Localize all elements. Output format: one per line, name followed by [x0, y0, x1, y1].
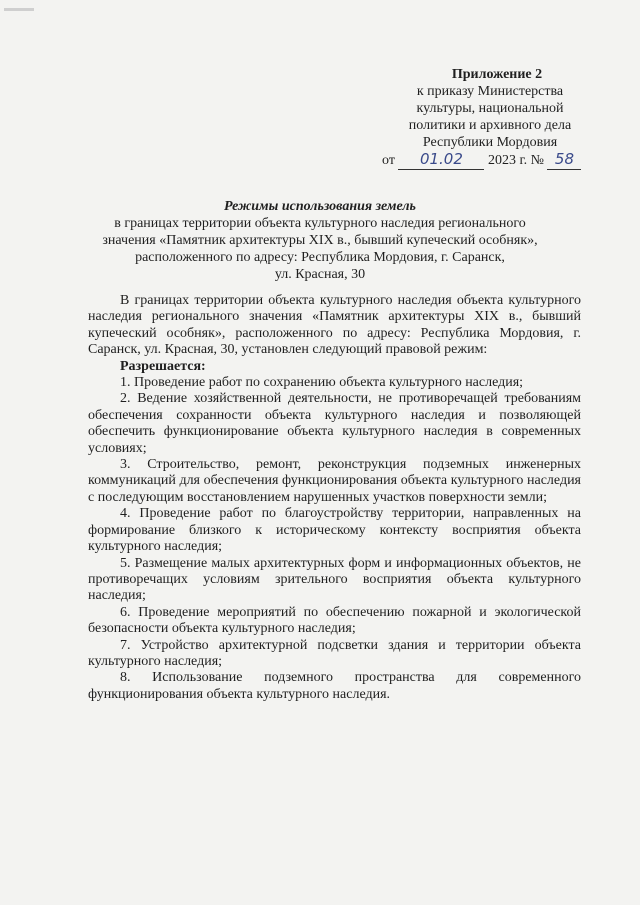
order-number: 58 [554, 150, 575, 168]
header-line: политики и архивного дела [408, 118, 572, 133]
header-line: Республики Мордовия [422, 135, 558, 150]
header-line: к приказу Министерства [416, 84, 564, 99]
list-item: 2. Ведение хозяйственной деятельности, не противоречащей требованиям обеспечения сохранности объекта культурного наследия и позволяющей обеспечить функционирование объекта культурного наследия в современных условиях; [88, 391, 581, 456]
order-date-field [398, 151, 484, 170]
order-date: 01.02 [419, 150, 463, 168]
order-number-field [547, 151, 581, 170]
order-reference [382, 151, 581, 170]
list-item: 8. Использование подземного пространства для современного функционирования объекта культурного наследия. [88, 670, 581, 702]
document-title [64, 198, 576, 283]
list-item: 5. Размещение малых архитектурных форм и информационных объектов, не противоречащих условиям зрительного восприятия объекта культурного наследия; [88, 555, 581, 604]
header-line: культуры, национальной [416, 101, 564, 116]
title-line: ул. Красная, 30 [274, 267, 366, 282]
intro-paragraph: В границах территории объекта культурного наследия объекта культурного наследия регионального значения «Памятник архитектуры XIX в., бывший купеческий особняк», расположенного по адресу: Республика Мордовия, г. Саранск, ул. Красная, 30, установлен следующий правовой режим: [88, 293, 581, 358]
allowed-label: Разрешается: [120, 358, 206, 374]
order-year: 2023 г. № [487, 153, 544, 168]
list-item: 3. Строительство, ремонт, реконструкция подземных инженерных коммуникаций для обеспечения функционирования объекта культурного наследия с последующим восстановлением нарушенных участков поверхности земли; [88, 457, 581, 505]
title-line: в границах территории объекта культурного наследия регионального [114, 216, 526, 231]
appendix-title: Приложение 2 [451, 67, 543, 82]
title-line: значения «Памятник архитектуры XIX в., бывший купеческий особняк», [102, 233, 538, 248]
appendix-header [380, 66, 600, 151]
title-bold: Режимы использования земель [224, 199, 416, 214]
list-item: 1. Проведение работ по сохранению объекта культурного наследия; [120, 375, 524, 391]
order-prefix: от [382, 153, 395, 168]
list-item: 4. Проведение работ по благоустройству территории, направленных на формирование близкого к историческому контексту восприятия объекта культурного наследия; [88, 506, 581, 555]
document-body [88, 293, 581, 703]
scan-mark [4, 8, 34, 11]
title-line: расположенного по адресу: Республика Мордовия, г. Саранск, [135, 250, 505, 265]
list-item: 6. Проведение мероприятий по обеспечению пожарной и экологической безопасности объекта культурного наследия; [88, 604, 581, 637]
list-item: 7. Устройство архитектурной подсветки здания и территории объекта культурного наследия; [88, 637, 581, 669]
